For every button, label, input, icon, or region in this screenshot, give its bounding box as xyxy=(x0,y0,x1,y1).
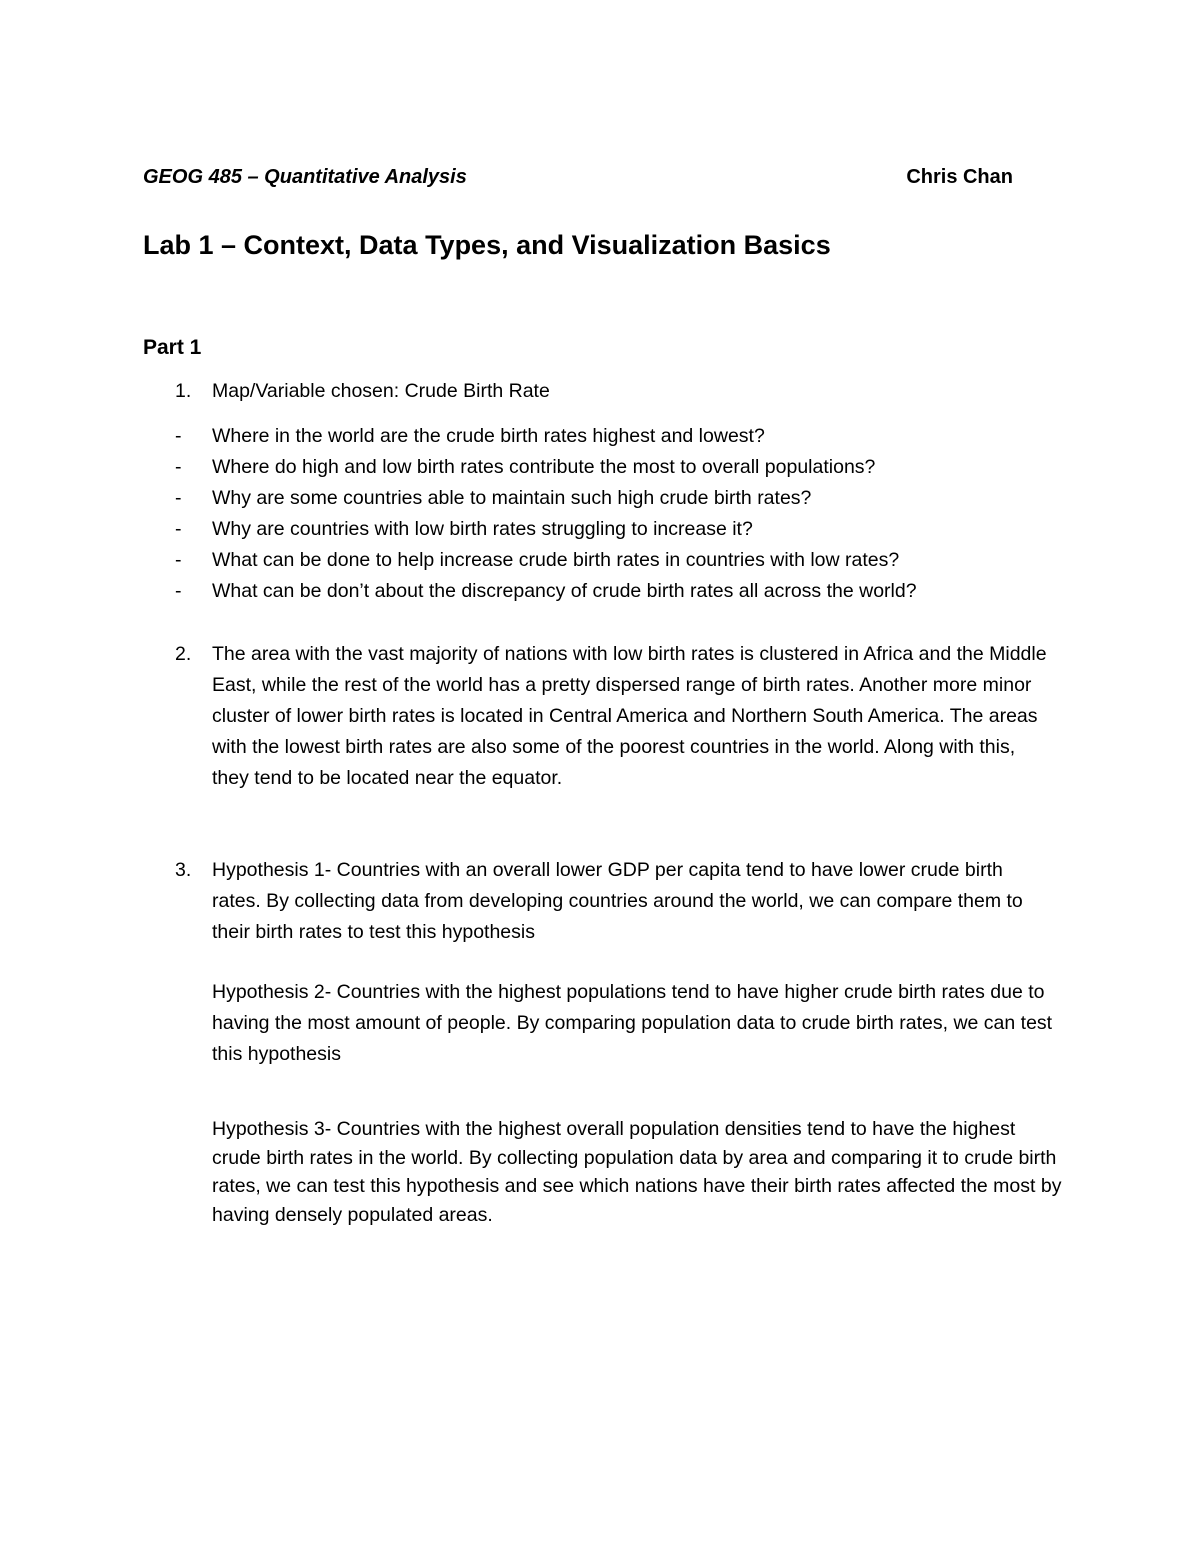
question-list xyxy=(175,421,1055,607)
bullet-dash: - xyxy=(175,549,182,571)
bullet-dash: - xyxy=(175,580,182,602)
question-text: Where in the world are the crude birth rates highest and lowest? xyxy=(212,425,765,447)
question-item xyxy=(175,421,1055,452)
question-item xyxy=(175,576,1055,607)
question-item xyxy=(175,514,1055,545)
item-2-number: 2. xyxy=(175,643,192,665)
document-header xyxy=(143,166,1013,194)
bullet-dash: - xyxy=(175,425,182,447)
question-text: Why are some countries able to maintain such high crude birth rates? xyxy=(212,487,812,509)
question-text: Where do high and low birth rates contribute the most to overall populations? xyxy=(212,456,876,478)
question-item xyxy=(175,483,1055,514)
question-text: Why are countries with low birth rates struggling to increase it? xyxy=(212,518,753,540)
hypothesis-3-text: Hypothesis 3- Countries with the highest overall population densities tend to have the highest crude birth rates in the world. By collecting population data by area and comparing it to crude birth rates, we can test this hypothesis and see which nations have their birth rates affected the most by having densely populated areas. xyxy=(212,1118,1062,1226)
item-2 xyxy=(175,639,1055,794)
item-3 xyxy=(175,855,1055,948)
hypothesis-2-text: Hypothesis 2- Countries with the highest populations tend to have higher crude birth rates due to having the most amount of people. By comparing population data to crude birth rates, we can test this hypothesis xyxy=(212,981,1053,1065)
question-item xyxy=(175,452,1055,483)
bullet-dash: - xyxy=(175,518,182,540)
bullet-dash: - xyxy=(175,456,182,478)
author-name: Chris Chan xyxy=(906,166,1013,188)
item-1-text: Map/Variable chosen: Crude Birth Rate xyxy=(212,380,550,402)
course-name: GEOG 485 – Quantitative Analysis xyxy=(143,166,467,188)
item-2-text: The area with the vast majority of nations with low birth rates is clustered in Africa and the Middle East, while the rest of the world has a pretty dispersed range of birth rates. Another more minor cluster of lower birth rates is located in Central America and Northern South America. The areas with the lowest birth rates are also some of the poorest countries in the world. Along with this, they tend to be located near the equator. xyxy=(212,643,1047,789)
item-1-number: 1. xyxy=(175,380,192,402)
item-3-number: 3. xyxy=(175,859,192,881)
hypothesis-1-text: Hypothesis 1- Countries with an overall lower GDP per capita tend to have lower crude birth rates. By collecting data from developing countries around the world, we can compare them to their birth rates to test this hypothesis xyxy=(212,859,1023,943)
question-text: What can be done to help increase crude birth rates in countries with low rates? xyxy=(212,549,900,571)
bullet-dash: - xyxy=(175,487,182,509)
lab-title: Lab 1 – Context, Data Types, and Visualization Basics xyxy=(143,230,831,260)
item-1 xyxy=(175,376,1055,407)
section-heading: Part 1 xyxy=(143,336,202,359)
question-text: What can be don’t about the discrepancy of crude birth rates all across the world? xyxy=(212,580,917,602)
question-item xyxy=(175,545,1055,576)
